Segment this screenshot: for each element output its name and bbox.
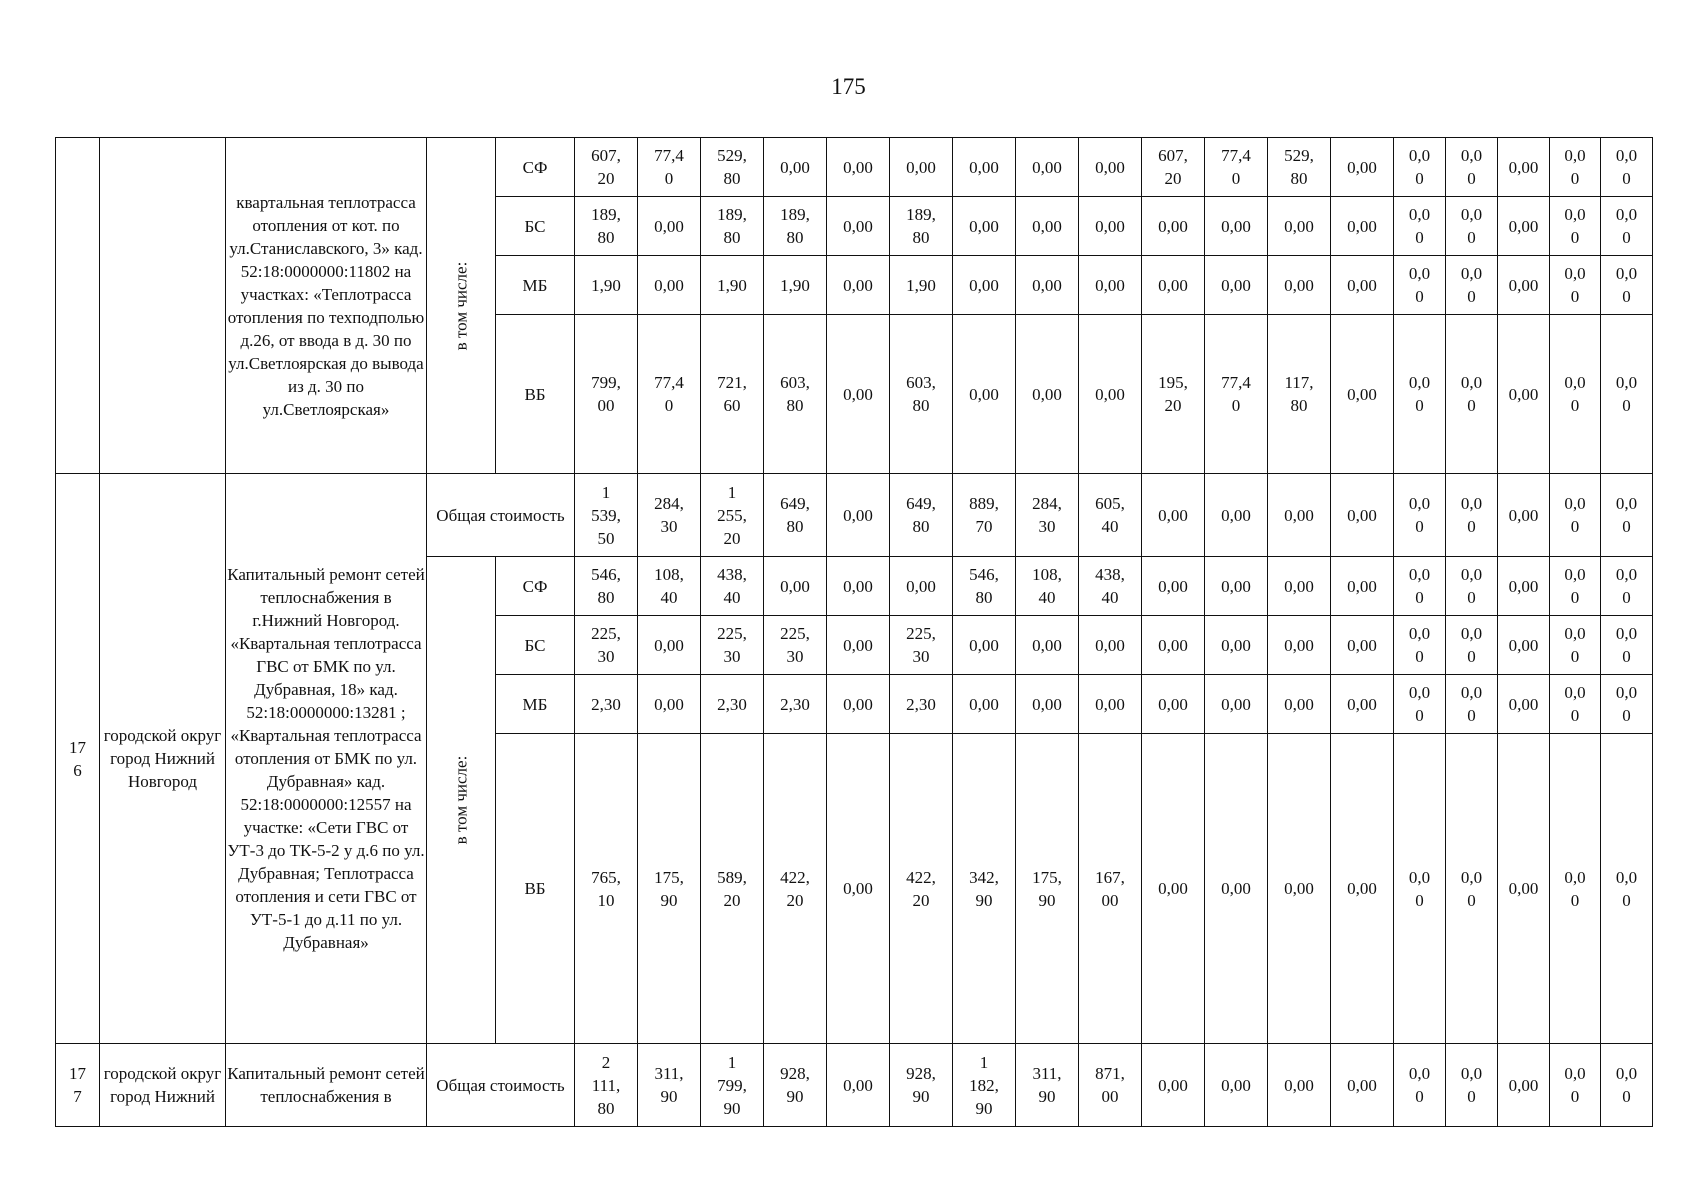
value-cell: 0,00	[764, 557, 827, 616]
value-cell: 189, 80	[701, 197, 764, 256]
funding-source: ВБ	[496, 315, 575, 474]
value-cell: 871, 00	[1079, 1044, 1142, 1127]
value-cell: 546, 80	[953, 557, 1016, 616]
value-cell: 603, 80	[890, 315, 953, 474]
value-cell: 0,00	[1079, 256, 1142, 315]
value-cell: 189, 80	[764, 197, 827, 256]
funding-source: БС	[496, 616, 575, 675]
value-cell: 0,00	[1498, 675, 1550, 734]
value-cell: 1,90	[890, 256, 953, 315]
total-cost-label: Общая стоимость	[427, 1044, 575, 1127]
value-cell: 0,00	[1205, 474, 1268, 557]
page-number: 175	[831, 74, 866, 99]
value-cell: 0,00	[1268, 557, 1331, 616]
value-cell: 607, 20	[575, 138, 638, 197]
value-cell: 0,0 0	[1601, 1044, 1653, 1127]
value-cell: 0,00	[764, 138, 827, 197]
project-description: Капитальный ремонт сетей теплоснабжения в	[226, 1044, 427, 1127]
value-cell: 0,0 0	[1550, 138, 1601, 197]
value-cell: 0,0 0	[1550, 616, 1601, 675]
value-cell: 0,00	[827, 1044, 890, 1127]
value-cell: 284, 30	[1016, 474, 1079, 557]
value-cell: 0,00	[827, 675, 890, 734]
value-cell: 284, 30	[638, 474, 701, 557]
value-cell: 0,00	[1331, 675, 1394, 734]
value-cell: 0,00	[1268, 197, 1331, 256]
value-cell: 0,00	[1331, 315, 1394, 474]
value-cell: 0,00	[827, 138, 890, 197]
municipality-cell	[100, 138, 226, 474]
value-cell: 0,0 0	[1446, 675, 1498, 734]
value-cell: 607, 20	[1142, 138, 1205, 197]
value-cell: 928, 90	[890, 1044, 953, 1127]
value-cell: 0,00	[827, 197, 890, 256]
value-cell: 77,4 0	[1205, 315, 1268, 474]
value-cell: 1,90	[764, 256, 827, 315]
value-cell: 1 255, 20	[701, 474, 764, 557]
funding-source: МБ	[496, 675, 575, 734]
value-cell: 0,00	[1142, 557, 1205, 616]
value-cell: 0,0 0	[1446, 616, 1498, 675]
value-cell: 0,0 0	[1550, 315, 1601, 474]
value-cell: 225, 30	[701, 616, 764, 675]
value-cell: 0,00	[1498, 474, 1550, 557]
value-cell: 0,0 0	[1394, 256, 1446, 315]
value-cell: 799, 00	[575, 315, 638, 474]
funding-source: СФ	[496, 557, 575, 616]
value-cell: 889, 70	[953, 474, 1016, 557]
value-cell: 0,0 0	[1446, 197, 1498, 256]
value-cell: 2 111, 80	[575, 1044, 638, 1127]
value-cell: 438, 40	[1079, 557, 1142, 616]
value-cell: 0,00	[1331, 557, 1394, 616]
value-cell: 0,00	[1205, 616, 1268, 675]
value-cell: 189, 80	[890, 197, 953, 256]
value-cell: 0,00	[1498, 197, 1550, 256]
value-cell: 2,30	[701, 675, 764, 734]
value-cell: 2,30	[764, 675, 827, 734]
value-cell: 0,00	[1498, 734, 1550, 1044]
value-cell: 0,00	[1331, 256, 1394, 315]
value-cell: 438, 40	[701, 557, 764, 616]
value-cell: 0,00	[953, 197, 1016, 256]
value-cell: 0,0 0	[1394, 1044, 1446, 1127]
value-cell: 0,00	[1268, 616, 1331, 675]
value-cell: 0,00	[1205, 197, 1268, 256]
value-cell: 0,0 0	[1394, 197, 1446, 256]
value-cell: 195, 20	[1142, 315, 1205, 474]
value-cell: 0,00	[1079, 315, 1142, 474]
value-cell: 0,00	[953, 256, 1016, 315]
value-cell: 0,00	[1142, 675, 1205, 734]
value-cell: 0,00	[638, 675, 701, 734]
value-cell: 2,30	[575, 675, 638, 734]
value-cell: 0,0 0	[1394, 138, 1446, 197]
value-cell: 0,0 0	[1446, 315, 1498, 474]
value-cell: 0,00	[1142, 256, 1205, 315]
value-cell: 0,0 0	[1446, 557, 1498, 616]
value-cell: 0,0 0	[1394, 557, 1446, 616]
value-cell: 0,00	[1016, 138, 1079, 197]
funding-source: СФ	[496, 138, 575, 197]
value-cell: 0,0 0	[1601, 474, 1653, 557]
value-cell: 765, 10	[575, 734, 638, 1044]
value-cell: 649, 80	[764, 474, 827, 557]
value-cell: 0,00	[1079, 616, 1142, 675]
value-cell: 0,00	[1268, 474, 1331, 557]
municipality-cell: городской округ город Нижний Новгород	[100, 474, 226, 1044]
value-cell: 311, 90	[1016, 1044, 1079, 1127]
value-cell: 0,0 0	[1394, 315, 1446, 474]
value-cell: 0,00	[1498, 1044, 1550, 1127]
value-cell: 0,00	[1331, 138, 1394, 197]
value-cell: 0,00	[827, 315, 890, 474]
value-cell: 546, 80	[575, 557, 638, 616]
table-row	[56, 138, 1653, 197]
value-cell: 0,0 0	[1446, 734, 1498, 1044]
value-cell: 0,00	[1498, 256, 1550, 315]
value-cell: 225, 30	[890, 616, 953, 675]
funding-source: БС	[496, 197, 575, 256]
value-cell: 0,0 0	[1550, 197, 1601, 256]
value-cell: 0,00	[1268, 1044, 1331, 1127]
value-cell: 422, 20	[890, 734, 953, 1044]
value-cell: 0,00	[827, 734, 890, 1044]
value-cell: 0,00	[827, 256, 890, 315]
value-cell: 0,0 0	[1550, 256, 1601, 315]
value-cell: 0,0 0	[1601, 616, 1653, 675]
value-cell: 0,0 0	[1446, 1044, 1498, 1127]
including-label-cell	[427, 138, 496, 474]
value-cell: 0,00	[827, 474, 890, 557]
value-cell: 0,00	[1331, 616, 1394, 675]
value-cell: 0,00	[827, 616, 890, 675]
value-cell: 1 182, 90	[953, 1044, 1016, 1127]
table-row-total	[56, 474, 1653, 557]
value-cell: 175, 90	[638, 734, 701, 1044]
value-cell: 0,00	[1268, 734, 1331, 1044]
value-cell: 225, 30	[575, 616, 638, 675]
value-cell: 589, 20	[701, 734, 764, 1044]
including-label: в том числе:	[451, 755, 471, 845]
value-cell: 117, 80	[1268, 315, 1331, 474]
value-cell: 0,00	[1016, 675, 1079, 734]
value-cell: 0,0 0	[1550, 675, 1601, 734]
value-cell: 0,00	[1016, 315, 1079, 474]
value-cell: 0,0 0	[1446, 256, 1498, 315]
total-cost-label: Общая стоимость	[427, 474, 575, 557]
value-cell: 1 799, 90	[701, 1044, 764, 1127]
value-cell: 0,00	[1331, 197, 1394, 256]
value-cell: 0,00	[1016, 616, 1079, 675]
value-cell: 0,00	[1205, 256, 1268, 315]
value-cell: 189, 80	[575, 197, 638, 256]
value-cell: 0,00	[953, 675, 1016, 734]
value-cell: 0,0 0	[1601, 138, 1653, 197]
value-cell: 0,00	[1205, 734, 1268, 1044]
value-cell: 0,00	[1205, 1044, 1268, 1127]
value-cell: 2,30	[890, 675, 953, 734]
value-cell: 77,4 0	[638, 315, 701, 474]
value-cell: 529, 80	[701, 138, 764, 197]
value-cell: 0,00	[1016, 197, 1079, 256]
value-cell: 0,00	[953, 138, 1016, 197]
value-cell: 0,00	[953, 616, 1016, 675]
value-cell: 0,00	[1079, 197, 1142, 256]
value-cell: 311, 90	[638, 1044, 701, 1127]
value-cell: 1,90	[701, 256, 764, 315]
value-cell: 0,00	[890, 557, 953, 616]
value-cell: 1 539, 50	[575, 474, 638, 557]
value-cell: 0,0 0	[1601, 557, 1653, 616]
value-cell: 1,90	[575, 256, 638, 315]
value-cell: 0,00	[953, 315, 1016, 474]
value-cell: 422, 20	[764, 734, 827, 1044]
value-cell: 0,00	[1331, 474, 1394, 557]
value-cell: 225, 30	[764, 616, 827, 675]
value-cell: 0,0 0	[1446, 138, 1498, 197]
value-cell: 605, 40	[1079, 474, 1142, 557]
value-cell: 0,00	[890, 138, 953, 197]
value-cell: 77,4 0	[638, 138, 701, 197]
row-index: 17 6	[56, 474, 100, 1044]
value-cell: 529, 80	[1268, 138, 1331, 197]
value-cell: 0,00	[1498, 557, 1550, 616]
value-cell: 0,0 0	[1601, 315, 1653, 474]
value-cell: 0,00	[638, 256, 701, 315]
value-cell: 0,00	[1079, 138, 1142, 197]
value-cell: 0,00	[827, 557, 890, 616]
value-cell: 0,00	[1142, 197, 1205, 256]
value-cell: 721, 60	[701, 315, 764, 474]
value-cell: 0,0 0	[1394, 675, 1446, 734]
value-cell: 0,00	[1268, 675, 1331, 734]
value-cell: 928, 90	[764, 1044, 827, 1127]
value-cell: 0,00	[1331, 734, 1394, 1044]
value-cell: 0,0 0	[1601, 675, 1653, 734]
value-cell: 0,00	[1205, 675, 1268, 734]
value-cell: 0,00	[1498, 616, 1550, 675]
value-cell: 0,00	[1142, 734, 1205, 1044]
value-cell: 0,00	[1142, 474, 1205, 557]
municipality-cell: городской округ город Нижний	[100, 1044, 226, 1127]
value-cell: 0,00	[638, 616, 701, 675]
value-cell: 0,00	[1331, 1044, 1394, 1127]
value-cell: 0,0 0	[1394, 616, 1446, 675]
value-cell: 0,0 0	[1601, 256, 1653, 315]
value-cell: 0,00	[1079, 675, 1142, 734]
value-cell: 108, 40	[1016, 557, 1079, 616]
value-cell: 0,00	[1498, 138, 1550, 197]
row-index: 17 7	[56, 1044, 100, 1127]
value-cell: 175, 90	[1016, 734, 1079, 1044]
including-label-cell	[427, 557, 496, 1044]
value-cell: 0,0 0	[1446, 474, 1498, 557]
value-cell: 0,0 0	[1550, 734, 1601, 1044]
value-cell: 0,0 0	[1394, 474, 1446, 557]
value-cell: 0,0 0	[1550, 474, 1601, 557]
value-cell: 0,0 0	[1394, 734, 1446, 1044]
value-cell: 0,00	[1205, 557, 1268, 616]
including-label: в том числе:	[451, 261, 471, 350]
project-description: квартальная теплотрасса отопления от кот. по ул.Станиславского, 3» кад. 52:18:0000000:11802 на участках: «Теплотрасса отопления по техподполью д.26, от ввода в д. 30 по ул.Светлоярская до вывода из д. 30 по ул.Светлоярская»	[226, 138, 427, 474]
value-cell: 603, 80	[764, 315, 827, 474]
value-cell: 0,00	[1498, 315, 1550, 474]
value-cell: 0,00	[1268, 256, 1331, 315]
project-description: Капитальный ремонт сетей теплоснабжения в г.Нижний Новгород. «Квартальная теплотрасса ГВС от БМК по ул. Дубравная, 18» кад. 52:18:0000000:13281 ; «Квартальная теплотрасса отопления от БМК по ул. Дубравная» кад. 52:18:0000000:12557 на участке: «Сети ГВС от УТ-3 до ТК-5-2 у д.6 по ул. Дубравная; Теплотрасса отопления и сети ГВС от УТ-5-1 до д.11 по ул. Дубравная»	[226, 474, 427, 1044]
row-index	[56, 138, 100, 474]
value-cell: 342, 90	[953, 734, 1016, 1044]
value-cell: 0,0 0	[1601, 197, 1653, 256]
value-cell: 167, 00	[1079, 734, 1142, 1044]
value-cell: 108, 40	[638, 557, 701, 616]
budget-table	[55, 137, 1653, 1127]
value-cell: 77,4 0	[1205, 138, 1268, 197]
funding-source: ВБ	[496, 734, 575, 1044]
table-row-total	[56, 1044, 1653, 1127]
value-cell: 0,00	[1142, 1044, 1205, 1127]
value-cell: 0,0 0	[1601, 734, 1653, 1044]
funding-source: МБ	[496, 256, 575, 315]
value-cell: 0,0 0	[1550, 557, 1601, 616]
value-cell: 0,0 0	[1550, 1044, 1601, 1127]
value-cell: 0,00	[1142, 616, 1205, 675]
value-cell: 0,00	[638, 197, 701, 256]
value-cell: 649, 80	[890, 474, 953, 557]
value-cell: 0,00	[1016, 256, 1079, 315]
